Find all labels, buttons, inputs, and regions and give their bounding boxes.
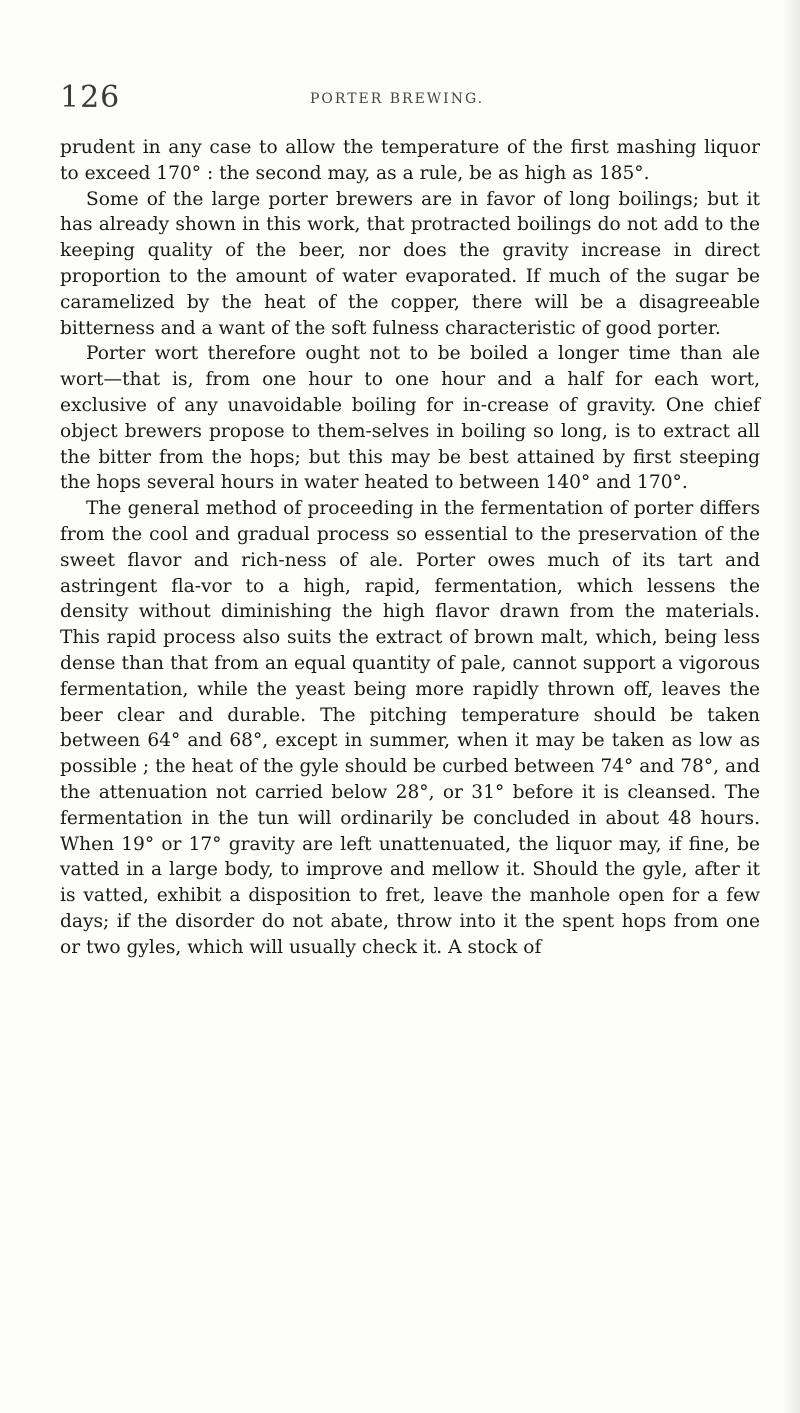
paragraph-continuation: prudent in any case to allow the temperature of the first mashing liquor to exceed 170° : the second may, as a rule, be as high as 185°.	[60, 137, 760, 184]
body-text	[60, 135, 760, 961]
page-header	[60, 80, 760, 114]
paragraph-porter-wort: Porter wort therefore ought not to be boiled a longer time than ale wort—that is, from one hour to one hour and a half for each wort, exclusive of any unavoidable boiling for in-crease of gravity. One chief object brewers propose to them-selves in boiling so long, is to extract all the bitter from the hops; but this may be best attained by first steeping the hops several hours in water heated to between 140° and 170°.	[60, 343, 760, 494]
paragraph-fermentation: The general method of proceeding in the fermentation of porter differs from the cool and gradual process so essential to the preservation of the sweet flavor and rich-ness of ale. Porter owes much of its tart and astringent fla-vor to a high, rapid, fermentation, which lessens the density without diminishing the high flavor drawn from the materials. This rapid process also suits the extract of brown malt, which, being less dense than that from an equal quantity of pale, cannot support a vigorous fermentation, while the yeast being more rapidly thrown off, leaves the beer clear and durable. The pitching temperature should be taken between 64° and 68°, except in summer, when it may be taken as low as possible ; the heat of the gyle should be curbed between 74° and 78°, and the attenuation not carried below 28°, or 31° before it is cleansed. The fermentation in the tun will ordinarily be concluded in about 48 hours. When 19° or 17° gravity are left unattenuated, the liquor may, if fine, be vatted in a large body, to improve and mellow it. Should the gyle, after it is vatted, exhibit a disposition to fret, leave the manhole open for a few days; if the disorder do not abate, throw into it the spent hops from one or two gyles, which will usually check it. A stock of	[60, 498, 760, 958]
paragraph-boilings: Some of the large porter brewers are in favor of long boilings; but it has already shown in this work, that protracted boilings do not add to the keeping quality of the beer, nor does the gravity increase in direct proportion to the amount of water evaporated. If much of the sugar be caramelized by the heat of the copper, there will be a disagreeable bitterness and a want of the soft fulness characteristic of good porter.	[60, 188, 760, 339]
page-edge-shadow	[782, 0, 800, 1413]
page-number: 126	[60, 80, 121, 115]
running-head: PORTER BREWING.	[310, 91, 485, 107]
